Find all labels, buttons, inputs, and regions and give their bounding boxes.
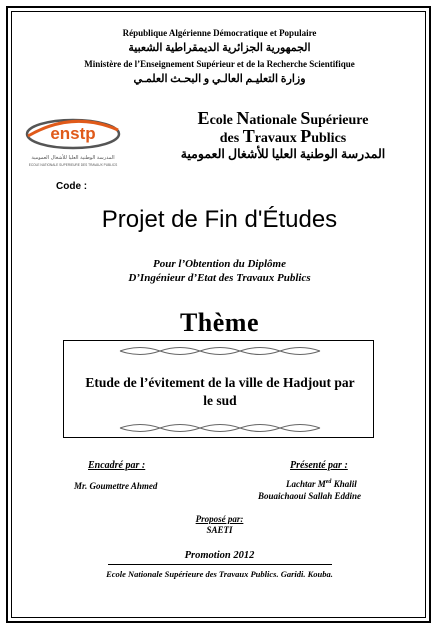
ministry-fr: Ministère de l’Enseignement Supérieur et de la Recherche Scientifique [84, 59, 355, 69]
ornament-top-icon [0, 344, 439, 358]
footer-text: Ecole Nationale Supérieure des Travaux Publics. Garidi. Kouba. [106, 569, 333, 579]
republic-fr: République Algérienne Démocratique et Populaire [122, 28, 317, 38]
subtitle-diploma: Pour l’Obtention du Diplôme [153, 258, 286, 270]
theme-text [74, 374, 366, 410]
theme-heading: Thème [179, 308, 260, 337]
student-2: Bouaichaoui Sallah Eddine [258, 491, 362, 501]
supervised-label: Encadré par : [88, 460, 146, 471]
school-name-ar: المدرسة الوطنية العليا للأشغال العمومية [180, 147, 386, 161]
school-name-line2: des Travaux Publics [219, 126, 347, 146]
proposed-label: Proposé par: [195, 514, 244, 524]
document-title: Projet de Fin d'Études [101, 206, 338, 233]
school-name-line1: Ecole Nationale Supérieure [197, 108, 369, 128]
logo-text: enstp [50, 124, 96, 143]
proposer-name: SAETI [206, 525, 233, 535]
school-logo [18, 112, 128, 172]
ornament-bottom-icon [0, 421, 439, 435]
enstp-logo-icon [18, 112, 128, 172]
presented-label: Présenté par : [290, 460, 348, 471]
republic-ar: الجمهورية الجزائرية الديمقراطية الشعبية [128, 42, 311, 54]
promotion-underline [108, 564, 332, 565]
logo-sub-ar: المدرسة الوطنية العليا للأشغال العمومية [31, 155, 115, 161]
theme-text-line1: Etude de l’évitement de la ville de Hadjout par [85, 375, 355, 390]
subtitle-degree: D’Ingénieur d’Etat des Travaux Publics [128, 272, 311, 284]
student-1: Lachtar $M^{ed}$ Khalil [286, 479, 357, 489]
theme-text-line2: le sud [203, 393, 237, 408]
ministry-ar: وزارة التعليـم العالـي و البحـث العلمـي [133, 73, 306, 85]
logo-sub-fr: ECOLE NATIONALE SUPERIEURE DES TRAVAUX PUBLICS [28, 163, 118, 167]
promotion: Promotion 2012 [184, 550, 255, 561]
code-label: Code : [56, 181, 88, 192]
supervisor-name: Mr. Goumettre Ahmed [74, 481, 158, 491]
